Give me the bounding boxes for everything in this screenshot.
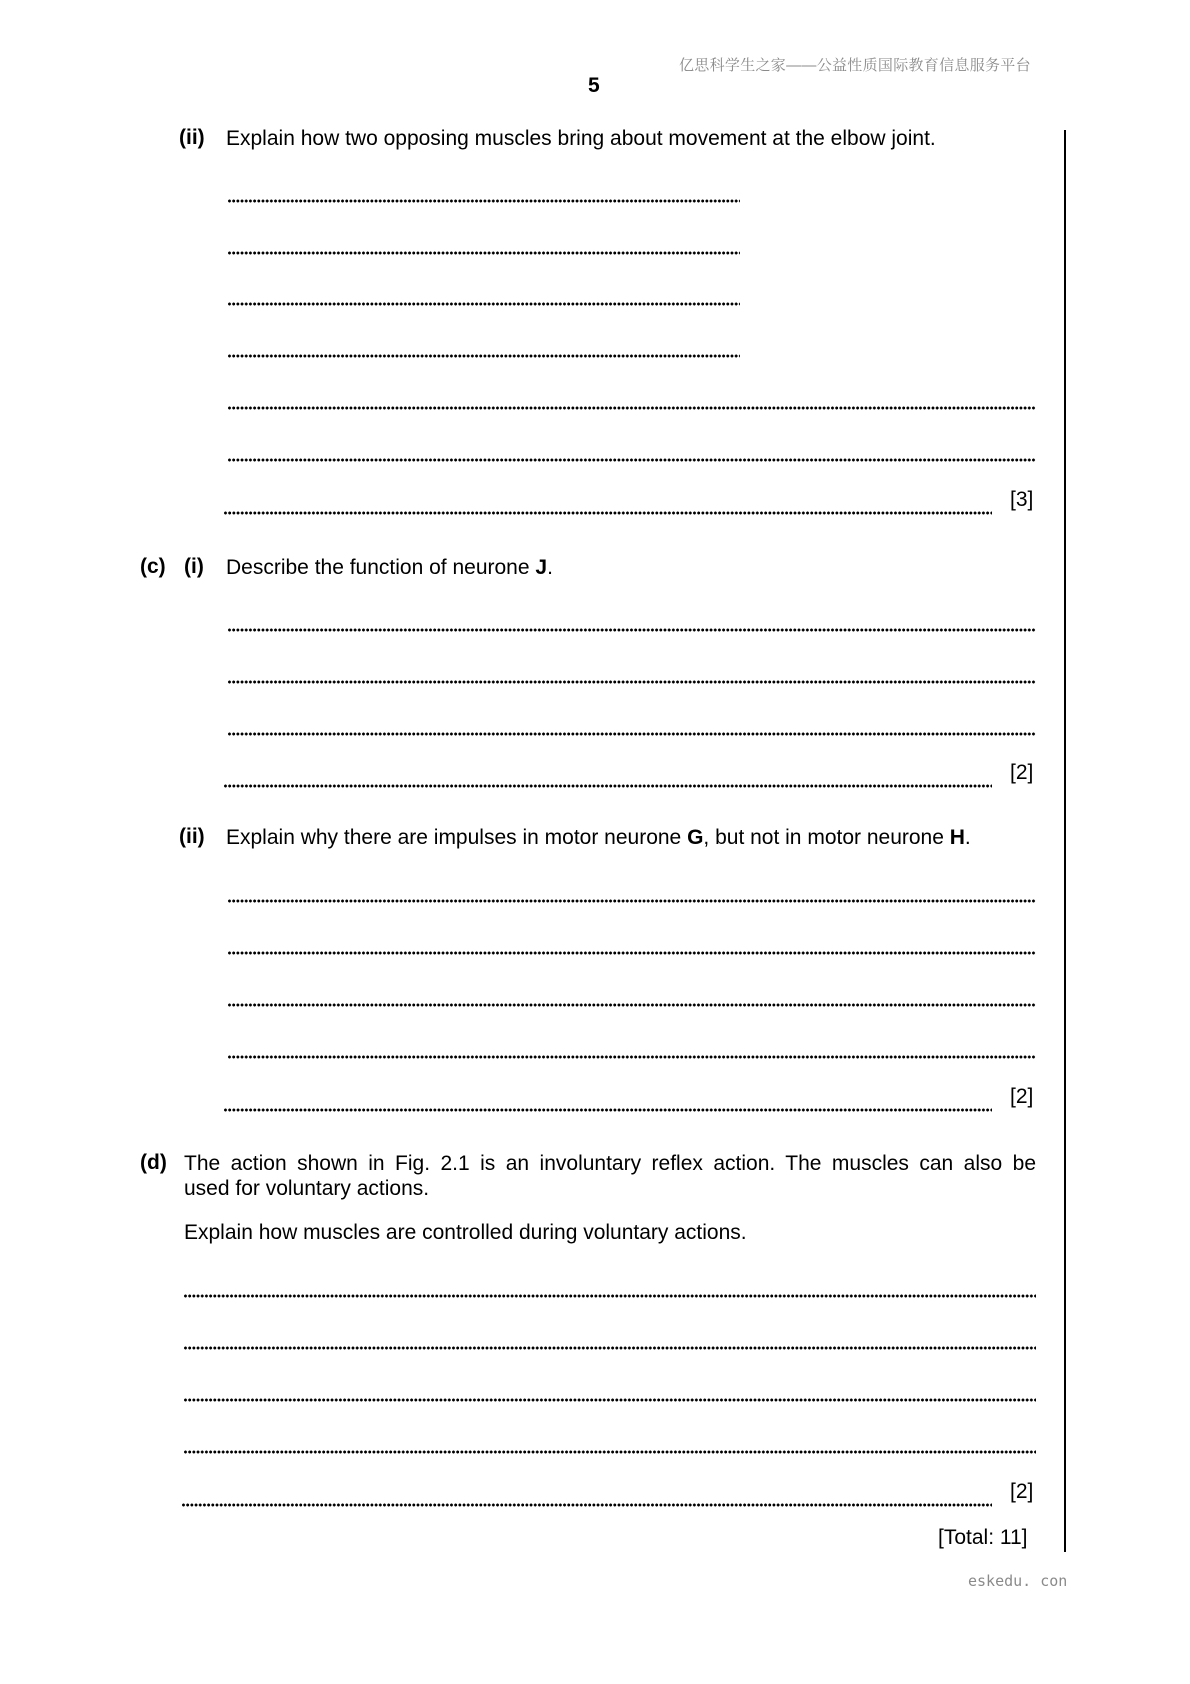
answer-line[interactable] bbox=[184, 1450, 1036, 1454]
marks-c-i: [2] bbox=[1010, 761, 1034, 784]
answer-line[interactable] bbox=[182, 1503, 992, 1507]
answer-line[interactable] bbox=[228, 302, 740, 306]
question-label-b-ii: (ii) bbox=[179, 126, 205, 149]
answer-line[interactable] bbox=[184, 1398, 1036, 1402]
answer-line[interactable] bbox=[224, 1108, 992, 1112]
total-marks: [Total: 11] bbox=[938, 1526, 1028, 1549]
answer-line[interactable] bbox=[228, 406, 1036, 410]
question-text-c-ii: Explain why there are impulses in motor neurone G, but not in motor neurone H. bbox=[226, 826, 971, 849]
answer-line[interactable] bbox=[228, 199, 740, 203]
answer-line[interactable] bbox=[224, 511, 992, 515]
answer-line[interactable] bbox=[228, 354, 740, 358]
answer-line[interactable] bbox=[228, 458, 1036, 462]
footer-watermark: eskedu. con bbox=[968, 1572, 1068, 1590]
question-label-c-i: (i) bbox=[184, 555, 204, 578]
question-label-d: (d) bbox=[140, 1151, 167, 1174]
answer-line[interactable] bbox=[228, 732, 1036, 736]
answer-line[interactable] bbox=[228, 899, 1036, 903]
question-text-d-line2: used for voluntary actions. bbox=[184, 1177, 430, 1200]
question-label-c-ii: (ii) bbox=[179, 825, 205, 848]
answer-line[interactable] bbox=[228, 1055, 1036, 1059]
question-label-c: (c) bbox=[140, 555, 166, 578]
answer-line[interactable] bbox=[228, 680, 1036, 684]
answer-line[interactable] bbox=[228, 251, 740, 255]
question-text-b-ii: Explain how two opposing muscles bring about movement at the elbow joint. bbox=[226, 127, 936, 150]
marks-c-ii: [2] bbox=[1010, 1085, 1034, 1108]
header-watermark: 亿思科学生之家——公益性质国际教育信息服务平台 bbox=[679, 57, 1031, 74]
answer-line[interactable] bbox=[224, 784, 992, 788]
answer-line[interactable] bbox=[228, 1003, 1036, 1007]
marks-b-ii: [3] bbox=[1010, 488, 1034, 511]
margin-rule bbox=[1064, 130, 1066, 1552]
question-instruction-d: Explain how muscles are controlled during voluntary actions. bbox=[184, 1221, 747, 1244]
marks-d: [2] bbox=[1010, 1480, 1034, 1503]
question-text-d bbox=[184, 1151, 1036, 1201]
question-text-c-i: Describe the function of neurone J. bbox=[226, 556, 553, 579]
answer-line[interactable] bbox=[228, 951, 1036, 955]
answer-line[interactable] bbox=[184, 1294, 1036, 1298]
answer-line[interactable] bbox=[184, 1346, 1036, 1350]
answer-line[interactable] bbox=[228, 628, 1036, 632]
question-text-d-line1: The action shown in Fig. 2.1 is an involuntary reflex action. The muscles can also be bbox=[184, 1152, 1036, 1175]
page-number: 5 bbox=[588, 74, 600, 97]
